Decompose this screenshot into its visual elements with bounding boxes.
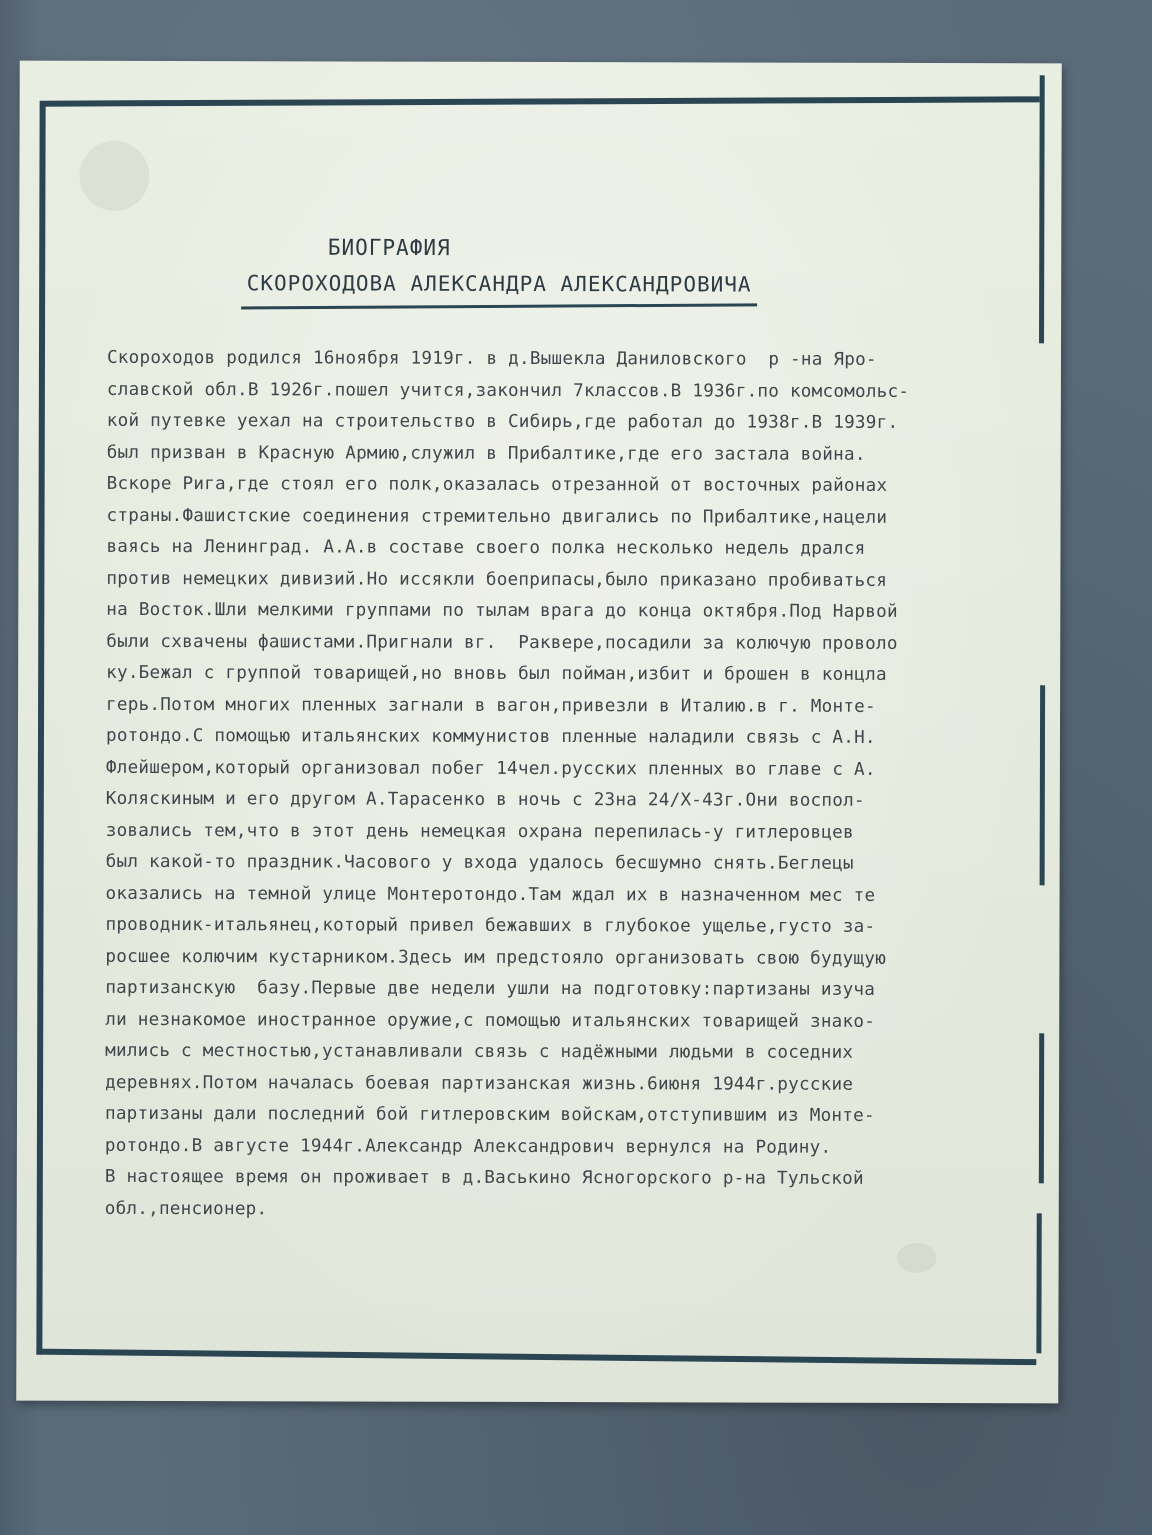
document-title: БИОГРАФИЯ: [327, 234, 451, 261]
frame-border-right-bottom: [1036, 1213, 1041, 1353]
text-line: ваясь на Ленинград. А.А.в составе своего полка несколько недель дрался: [106, 536, 866, 559]
text-line: страны.Фашистские соединения стремительно двигались по Прибалтике,нацели: [106, 505, 888, 528]
text-line: ли незнакомое иностранное оружие,с помощью итальянских товарищей знако-: [105, 1009, 876, 1032]
text-line: Коляскиным и его другом А.Тарасенко в ночь с 23на 24/Х-43г.Они воспол-: [105, 788, 865, 811]
text-line: оказались на темной улице Монтеротондо.Там ждал их в назначенном мес те: [105, 883, 876, 906]
text-line: против немецких дивизий.Но иссякли боеприпасы,было приказано пробиваться: [106, 568, 888, 591]
text-line: ротондо.В августе 1944г.Александр Александрович вернулся на Родину.: [104, 1135, 832, 1158]
text-line: обл.,пенсионер.: [104, 1198, 268, 1219]
frame-border-top: [40, 96, 1040, 106]
frame-border-right-upper: [1039, 75, 1045, 343]
text-line: партизанскую базу.Первые две недели ушли на подготовку:партизаны изуча: [105, 977, 876, 1000]
paper-stain: [79, 141, 149, 211]
text-line: был призван в Красную Армию,служил в Прибалтике,где его застала война.: [106, 442, 866, 465]
text-line: ку.Бежал с группой товарищей,но вновь был пойман,избит и брошен в концла: [106, 662, 887, 685]
text-line: деревнях.Потом началась боевая партизанская жизнь.6июня 1944г.русские: [105, 1072, 854, 1095]
text-line: Флейшером,который организовал побег 14чел.русских пленных во главе с А.: [105, 757, 876, 780]
frame-border-left: [36, 105, 45, 1355]
text-line: проводник-итальянец,который привел бежавших в глубокое ущелье,густо за-: [105, 914, 876, 937]
text-line: был какой-то праздник.Часового у входа удалось бесшумно снять.Беглецы: [105, 851, 854, 874]
document-subtitle: СКОРОХОДОВА АЛЕКСАНДРА АЛЕКСАНДРОВИЧА: [246, 271, 752, 297]
text-line: герь.Потом многих пленных загнали в вагон,привезли в Италию.в г. Монте-: [106, 694, 876, 717]
biography-text: [105, 343, 1053, 1227]
paper-stain: [897, 1243, 937, 1273]
text-line: Скороходов родился 16ноября 1919г. в д.Вышекла Даниловского р -на Яро-: [106, 347, 877, 370]
document-page: [16, 61, 1062, 1404]
text-line: мились с местностью,устанавливали связь с надёжными людьми в соседних: [105, 1040, 854, 1063]
text-line: Вскоре Рига,где стоял его полк,оказалась отрезанной от восточных районах: [106, 473, 888, 496]
text-line: на Восток.Шли мелкими группами по тылам врага до конца октября.Под Нарвой: [106, 599, 898, 622]
subtitle-underline: [241, 303, 757, 309]
text-line: партизаны дали последний бой гитлеровским войскам,отступившим из Монте-: [104, 1103, 875, 1126]
text-line: были схвачены фашистами.Пригнали вг. Раквере,посадили за колючую проволо: [106, 631, 898, 654]
text-line: росшее колючим кустарником.Здесь им предстояло организовать свою будущую: [105, 946, 887, 969]
text-line: славской обл.В 1926г.пошел учится,закончил 7классов.В 1936г.по комсомольс-: [106, 379, 910, 402]
text-line: зовались тем,что в этот день немецкая охрана перепилась-у гитлеровцев: [105, 820, 854, 843]
text-line: ротондо.С помощью итальянских коммунистов пленные наладили связь с А.Н.: [105, 725, 876, 748]
text-line: кой путевке уехал на строительство в Сибирь,где работал до 1938г.В 1939г.: [106, 410, 899, 433]
frame-border-bottom: [36, 1349, 1036, 1365]
text-line: В настоящее время он проживает в д.Васькино Ясногорского р-на Тульской: [104, 1166, 864, 1189]
